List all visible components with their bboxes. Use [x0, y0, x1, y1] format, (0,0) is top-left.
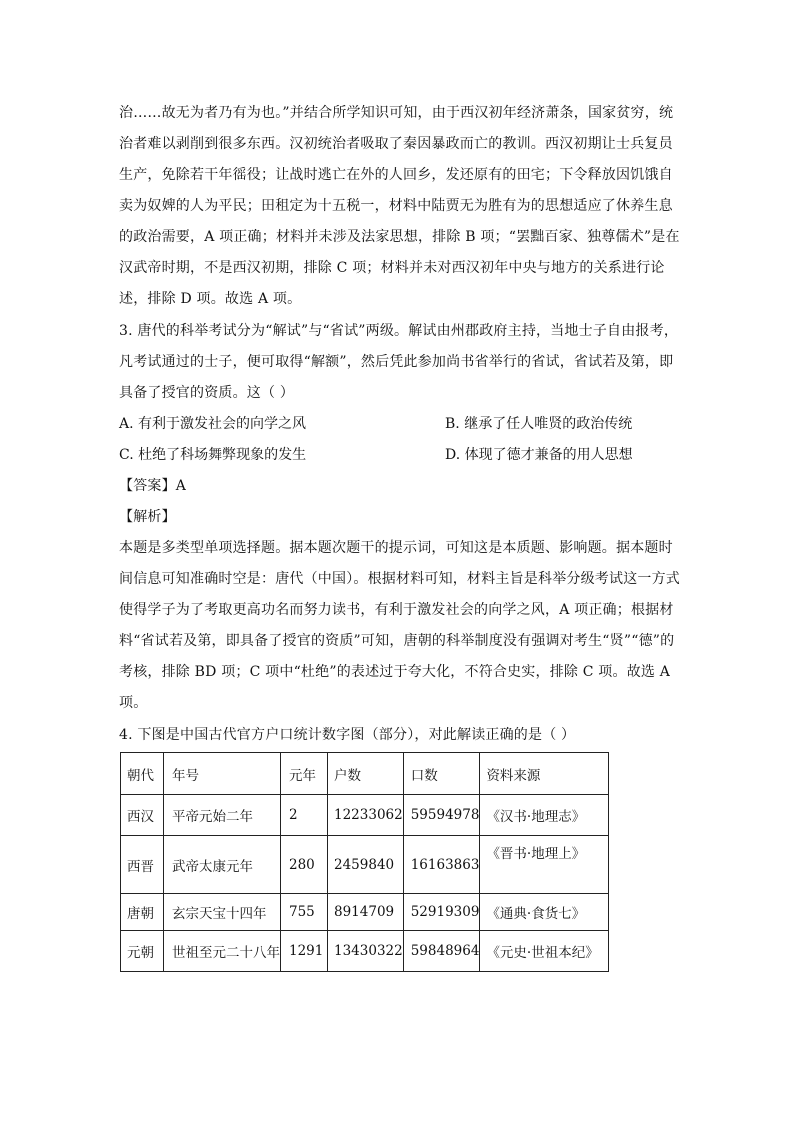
- table-cell: 2459840: [328, 836, 404, 894]
- text-line: 治……故无为者乃有为也。”并结合所学知识可知，由于西汉初年经济萧条，国家贫穷，统: [119, 105, 674, 121]
- table-cell: 《晋书·地理上》: [480, 836, 609, 894]
- question-3-stem: 凡考试通过的士子，便可取得“解额”，然后凭此参加尚书省举行的省试，省试若及第，即: [119, 354, 674, 370]
- table-header-cell: 户数: [328, 753, 404, 795]
- option-c: C. 杜绝了科场舞弊现象的发生: [119, 447, 307, 463]
- table-cell: 12233062: [328, 795, 404, 836]
- option-a: A. 有利于激发社会的向学之风: [119, 416, 307, 432]
- analysis-text: 间信息可知准确时空是：唐代（中国）。根据材料可知，材料主旨是科举分级考试这一方式: [119, 571, 680, 587]
- table-cell: 59594978: [403, 795, 480, 836]
- table-header-cell: 年号: [164, 753, 281, 795]
- text-line: 述，排除 D 项。故选 A 项。: [119, 291, 302, 307]
- table-cell: 13430322: [328, 931, 404, 972]
- table-cell: 8914709: [328, 894, 404, 931]
- answer-label: 【答案】A: [119, 478, 187, 494]
- table-header-cell: 朝代: [121, 753, 164, 795]
- analysis-text: 料“省试若及第，即具备了授官的资质”可知，唐朝的科举制度没有强调对考生“贤”“德”的: [119, 633, 675, 649]
- table-cell: 755: [281, 894, 328, 931]
- table-cell: 元朝: [121, 931, 164, 972]
- analysis-text: 考核，排除 BD 项；C 项中“杜绝”的表述过于夸大化，不符合史实，排除 C 项。故选 A: [119, 664, 671, 680]
- table-cell: 16163863: [403, 836, 480, 894]
- table-row: [121, 795, 609, 836]
- table-cell: 《通典·食货七》: [480, 894, 609, 931]
- table-cell: 2: [281, 795, 328, 836]
- table-cell: 西汉: [121, 795, 164, 836]
- table-cell: 西晋: [121, 836, 164, 894]
- analysis-text: 本题是多类型单项选择题。据本题次题干的提示词，可知这是本质题、影响题。据本题时: [119, 540, 673, 556]
- table-row: [121, 931, 609, 972]
- table-header-cell: 元年: [281, 753, 328, 795]
- question-3-stem: 具备了授官的资质。这（ ）: [119, 385, 295, 401]
- table-cell: 280: [281, 836, 328, 894]
- question-4-stem: 4. 下图是中国古代官方户口统计数字图（部分），对此解读正确的是（ ）: [119, 727, 576, 743]
- table-row: [121, 836, 609, 894]
- text-line: 卖为奴婢的人为平民；田租定为十五税一，材料中陆贾无为胜有为的思想适应了休养生息: [119, 198, 673, 214]
- table-cell: 52919309: [403, 894, 480, 931]
- text-line: 治者难以剥削到很多东西。汉初统治者吸取了秦因暴政而亡的教训。西汉初期让士兵复员: [119, 136, 673, 152]
- text-line: 的政治需要，A 项正确；材料并未涉及法家思想，排除 B 项；“罢黜百家、独尊儒术”是在: [119, 229, 680, 245]
- table-header-row: [121, 753, 609, 795]
- analysis-label: 【解析】: [119, 509, 176, 525]
- text-line: 生产，免除若干年徭役；让战时逃亡在外的人回乡，发还原有的田宅；下令释放因饥饿自: [119, 167, 673, 183]
- table-cell: 59848964: [403, 931, 480, 972]
- table-cell: 《元史·世祖本纪》: [480, 931, 609, 972]
- text-line: 汉武帝时期，不是西汉初期，排除 C 项；材料并未对西汉初年中央与地方的关系进行论: [119, 260, 665, 276]
- table-row: [121, 894, 609, 931]
- census-table: [120, 752, 609, 972]
- option-b: B. 继承了任人唯贤的政治传统: [445, 416, 633, 432]
- table-cell: 1291: [281, 931, 328, 972]
- analysis-text: 项。: [119, 695, 148, 711]
- table-cell: 唐朝: [121, 894, 164, 931]
- table-cell: 平帝元始二年: [164, 795, 281, 836]
- table-header-cell: 口数: [403, 753, 480, 795]
- table-cell: 世祖至元二十八年: [164, 931, 281, 972]
- table-cell: 《汉书·地理志》: [480, 795, 609, 836]
- table-header-cell: 资料来源: [480, 753, 609, 795]
- table-cell: 武帝太康元年: [164, 836, 281, 894]
- question-3-stem: 3. 唐代的科举考试分为“解试”与“省试”两级。解试由州郡政府主持，当地士子自由报考，: [119, 323, 679, 339]
- analysis-text: 使得学子为了考取更高功名而努力读书，有利于激发社会的向学之风，A 项正确；根据材: [119, 602, 674, 618]
- table-cell: 玄宗天宝十四年: [164, 894, 281, 931]
- option-d: D. 体现了德才兼备的用人思想: [445, 447, 633, 463]
